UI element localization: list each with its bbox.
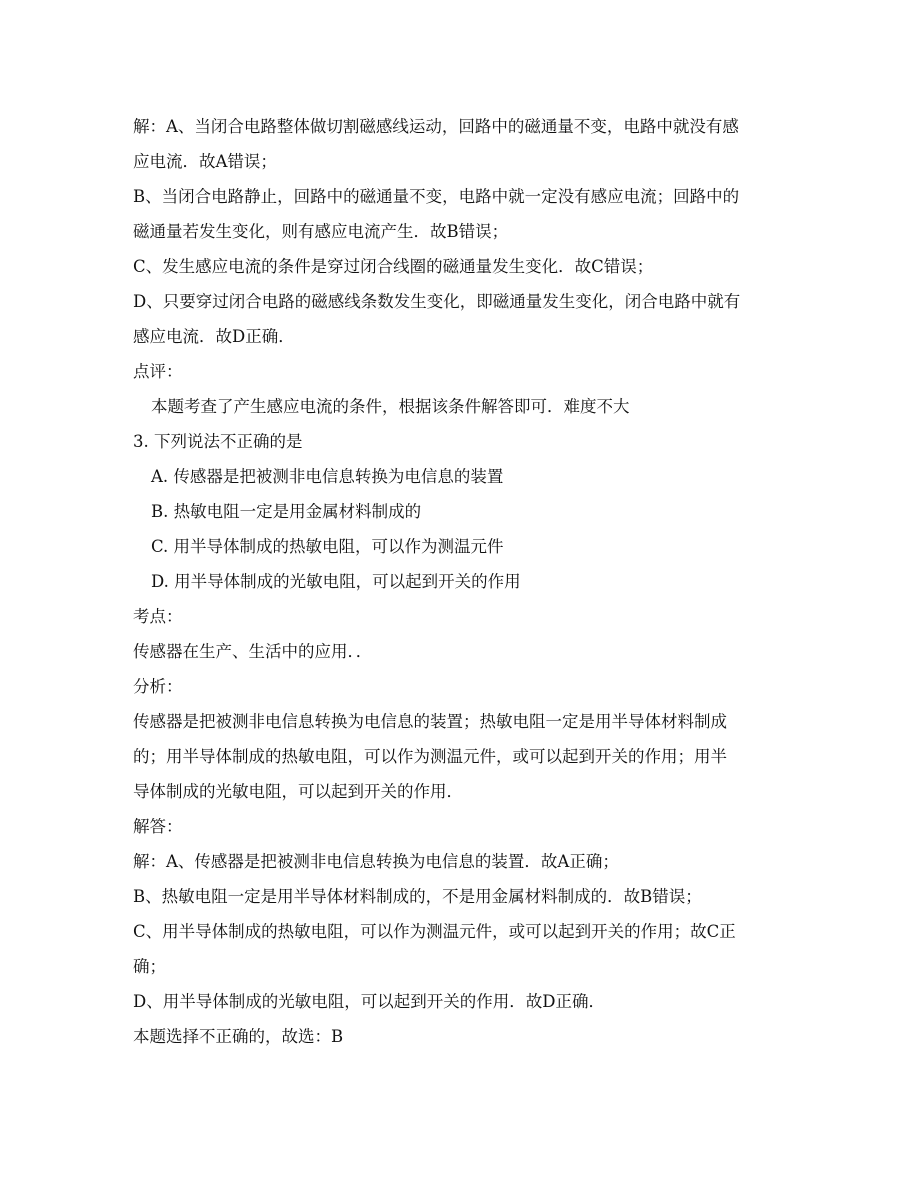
document-page <box>133 116 793 1061</box>
analysis-line-1: 传感器是把被测非电信息转换为电信息的装置；热敏电阻一定是用半导体材料制成 <box>133 712 727 731</box>
answer-line-b: B、热敏电阻一定是用半导体材料制成的，不是用金属材料制成的．故B错误； <box>133 887 702 906</box>
comment-text: 本题考查了产生感应电流的条件，根据该条件解答即可．难度不大 <box>151 397 630 416</box>
final-answer: 本题选择不正确的，故选：B <box>133 1027 344 1046</box>
option-c: C. 用半导体制成的热敏电阻，可以作为测温元件 <box>151 537 504 556</box>
answer-line-c: C、用半导体制成的热敏电阻，可以作为测温元件，或可以起到开关的作用；故C正 <box>133 922 736 941</box>
answer-line-d: D、用半导体制成的光敏电阻，可以起到开关的作用．故D正确． <box>133 992 605 1011</box>
question-3: 3. 下列说法不正确的是 <box>133 432 303 451</box>
solution-line-a: 解：A、当闭合电路整体做切割磁感线运动，回路中的磁通量不变，电路中就没有感 <box>133 117 739 136</box>
solution-line-a-cont: 应电流．故A错误； <box>133 152 277 171</box>
analysis-heading: 分析： <box>133 677 183 696</box>
option-d: D. 用半导体制成的光敏电阻，可以起到开关的作用 <box>151 572 521 591</box>
analysis-line-3: 导体制成的光敏电阻，可以起到开关的作用． <box>133 782 463 801</box>
answer-heading: 解答： <box>133 817 183 836</box>
analysis-line-2: 的；用半导体制成的热敏电阻，可以作为测温元件，或可以起到开关的作用；用半 <box>133 747 727 766</box>
solution-line-d-cont: 感应电流．故D正确． <box>133 327 295 346</box>
answer-line-c-cont: 确； <box>133 957 166 976</box>
option-b: B. 热敏电阻一定是用金属材料制成的 <box>151 502 422 521</box>
solution-line-d: D、只要穿过闭合电路的磁感线条数发生变化，即磁通量发生变化，闭合电路中就有 <box>133 292 741 311</box>
answer-line-a: 解：A、传感器是把被测非电信息转换为电信息的装置．故A正确； <box>133 852 619 871</box>
comment-heading: 点评： <box>133 362 183 381</box>
solution-line-c: C、发生感应电流的条件是穿过闭合线圈的磁通量发生变化．故C错误； <box>133 257 654 276</box>
solution-line-b-cont: 磁通量若发生变化，则有感应电流产生．故B错误； <box>133 222 509 241</box>
option-a: A. 传感器是把被测非电信息转换为电信息的装置 <box>151 467 504 486</box>
solution-line-b: B、当闭合电路静止，回路中的磁通量不变，电路中就一定没有感应电流；回路中的 <box>133 187 740 206</box>
knowledge-point-heading: 考点： <box>133 607 183 626</box>
knowledge-point-text: 传感器在生产、生活中的应用．． <box>133 642 373 661</box>
